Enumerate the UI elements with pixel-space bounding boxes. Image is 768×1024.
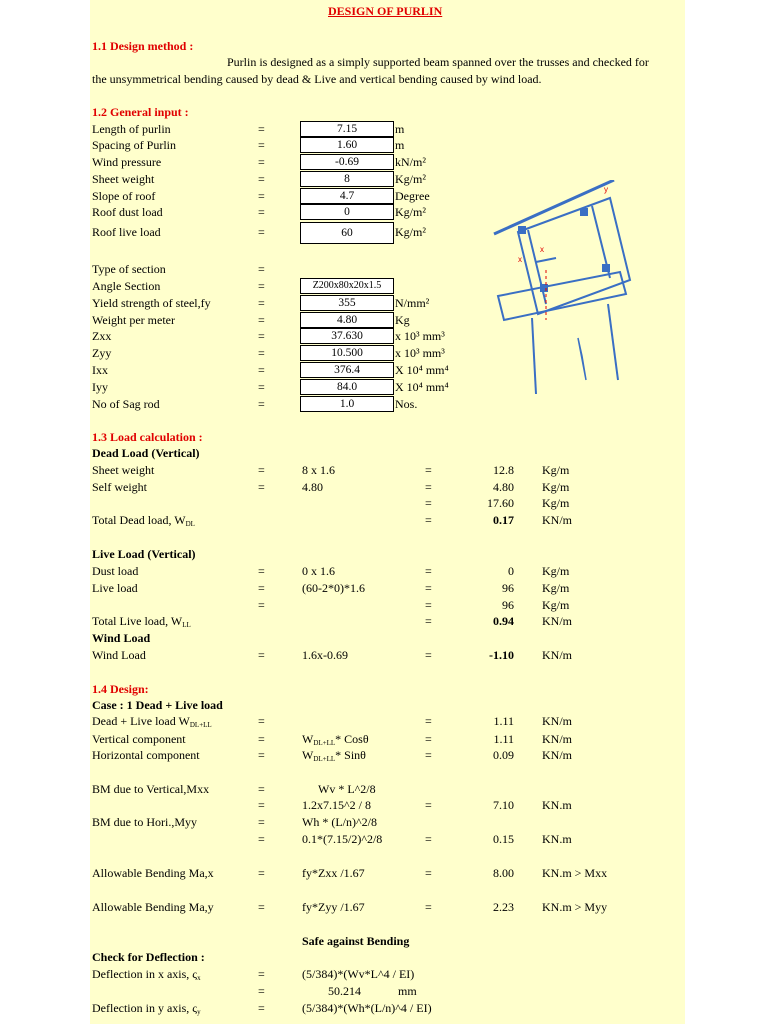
row-label: Total Live load, $W_{LL}$ [92, 614, 191, 629]
equals-sign: = [258, 225, 265, 239]
input-label: Slope of roof [92, 189, 156, 203]
row-value: 7.10 [493, 798, 514, 812]
row-label: Dust load [92, 564, 139, 578]
row-unit: Kg/m [542, 598, 570, 612]
input-unit: Kg/m² [395, 172, 426, 186]
equals-sign: = [258, 798, 265, 812]
row-expression: Wv * L^2/8 [318, 782, 376, 796]
input-cell-sag-rod[interactable]: 1.0 [300, 396, 394, 412]
flange-block [518, 226, 526, 234]
row-unit: KN/m [542, 732, 572, 746]
dead-load-heading: Dead Load (Vertical) [92, 446, 200, 460]
input-unit: X 10⁴ mm⁴ [395, 380, 449, 394]
input-label: Length of purlin [92, 122, 171, 136]
row-value: -1.10 [489, 648, 514, 662]
equals-sign: = [258, 122, 265, 136]
row-value: 12.8 [493, 463, 514, 477]
input-cell-ixx[interactable]: 376.4 [300, 362, 394, 378]
design-method-line1: Purlin is designed as a simply supported beam spanned over the trusses and checked for [227, 55, 649, 69]
row-label: BM due to Vertical,Mxx [92, 782, 210, 796]
row-value: 0.94 [493, 614, 514, 628]
input-label: Zyy [92, 346, 112, 360]
equals-sign: = [258, 279, 265, 293]
input-label: Sheet weight [92, 172, 155, 186]
row-expression: fy*Zxx /1.67 [302, 866, 365, 880]
input-unit: x 10³ mm³ [395, 329, 445, 343]
equals-sign: = [258, 380, 265, 394]
input-unit: m [395, 138, 405, 152]
section-1-1-heading: 1.1 Design method : [92, 39, 194, 53]
row-value: 0.09 [493, 748, 514, 762]
input-cell-wind-pressure[interactable]: -0.69 [300, 154, 394, 170]
row-value: 1.11 [493, 732, 514, 746]
equals-sign: = [258, 866, 265, 880]
axis-x-label: x [540, 245, 544, 254]
input-cell-slope[interactable]: 4.7 [300, 188, 394, 204]
row-value: 2.23 [493, 900, 514, 914]
type-of-section-label: Type of section [92, 262, 166, 276]
row-value: 96 [502, 598, 514, 612]
equals-sign: = [258, 967, 265, 981]
row-expression: $W_{DL+LL}*$ Sinθ [302, 748, 366, 763]
flange-block [602, 264, 610, 272]
equals-sign: = [258, 564, 265, 578]
equals-sign: = [258, 138, 265, 152]
equals-sign: = [258, 313, 265, 327]
input-unit: Degree [395, 189, 430, 203]
row-expression: (5/384)*(Wh*(L/n)^4 / EI) [302, 1001, 432, 1015]
equals-sign: = [258, 296, 265, 310]
row-label: Dead + Live load $W_{DL+LL}$ [92, 714, 212, 729]
row-value: 0.15 [493, 832, 514, 846]
row-value: 0.17 [493, 513, 514, 527]
equals-sign: = [258, 155, 265, 169]
truss-top-chord [498, 272, 626, 320]
input-cell-live-load[interactable]: 60 [300, 222, 394, 244]
equals-sign: = [258, 363, 265, 377]
row-expression: 0 x 1.6 [302, 564, 335, 578]
row-label: Allowable Bending Ma,y [92, 900, 214, 914]
row-unit: Kg/m [542, 564, 570, 578]
row-value: 1.11 [493, 714, 514, 728]
section-1-3-heading: 1.3 Load calculation : [92, 430, 203, 444]
input-cell-angle-section[interactable]: Z200x80x20x1.5 [300, 278, 394, 294]
row-expression: Wh * (L/n)^2/8 [302, 815, 377, 829]
equals-sign: = [258, 329, 265, 343]
row-unit: KN/m [542, 614, 572, 628]
equals-sign: = [258, 463, 265, 477]
equals-sign: = [425, 463, 432, 477]
row-unit: KN/m [542, 648, 572, 662]
row-expression: 8 x 1.6 [302, 463, 335, 477]
input-cell-sheet-weight[interactable]: 8 [300, 171, 394, 187]
row-expression: (5/384)*(Wv*L^4 / EI) [302, 967, 415, 981]
equals-sign: = [258, 189, 265, 203]
row-label: Horizontal component [92, 748, 200, 762]
purlin-section-diagram [490, 180, 640, 410]
input-cell-weight-per-meter[interactable]: 4.80 [300, 312, 394, 328]
equals-sign: = [258, 1001, 265, 1015]
equals-sign: = [258, 346, 265, 360]
input-unit: Kg/m² [395, 205, 426, 219]
row-unit: Kg/m [542, 480, 570, 494]
equals-sign: = [425, 480, 432, 494]
equals-sign: = [425, 598, 432, 612]
input-unit: X 10⁴ mm⁴ [395, 363, 449, 377]
input-label: Zxx [92, 329, 112, 343]
row-unit: mm [398, 984, 417, 998]
equals-sign: = [258, 984, 265, 998]
row-label: Deflection in x axis, $\varsigma_x$ [92, 967, 201, 982]
input-label: Weight per meter [92, 313, 175, 327]
equals-sign: = [425, 714, 432, 728]
input-cell-iyy[interactable]: 84.0 [300, 379, 394, 395]
row-value: 50.214 [328, 984, 361, 998]
design-method-line2: the unsymmetrical bending caused by dead & Live and vertical bending caused by wind load. [92, 72, 542, 86]
equals-sign: = [425, 496, 432, 510]
input-label: Ixx [92, 363, 108, 377]
input-cell-spacing[interactable]: 1.60 [300, 137, 394, 153]
row-label: Allowable Bending Ma,x [92, 866, 214, 880]
equals-sign: = [425, 866, 432, 880]
row-expression: 4.80 [302, 480, 323, 494]
equals-sign: = [425, 513, 432, 527]
deflection-heading: Check for Deflection : [92, 950, 205, 964]
row-unit: KN.m [542, 798, 572, 812]
input-cell-dust-load[interactable]: 0 [300, 204, 394, 220]
safe-bending-note: Safe against Bending [302, 934, 410, 948]
row-label: Live load [92, 581, 138, 595]
row-expression: 1.6x-0.69 [302, 648, 348, 662]
row-unit: KN.m > Mxx [542, 866, 608, 880]
section-1-2-heading: 1.2 General input : [92, 105, 189, 119]
spreadsheet-sheet [90, 0, 685, 1024]
row-unit: KN.m > Myy [542, 900, 608, 914]
row-expression: 0.1*(7.15/2)^2/8 [302, 832, 383, 846]
row-label: Wind Load [92, 648, 146, 662]
input-label: Spacing of Purlin [92, 138, 176, 152]
input-cell-length[interactable]: 7.15 [300, 121, 394, 137]
row-unit: Kg/m [542, 581, 570, 595]
equals-sign: = [425, 832, 432, 846]
equals-sign: = [258, 648, 265, 662]
row-unit: KN/m [542, 748, 572, 762]
input-unit: Kg/m² [395, 225, 426, 239]
equals-sign: = [425, 648, 432, 662]
equals-sign: = [258, 782, 265, 796]
input-cell-zxx[interactable]: 37.630 [300, 328, 394, 344]
row-expression: $W_{DL+LL}*$ Cosθ [302, 732, 369, 747]
input-unit: Nos. [395, 397, 418, 411]
equals-sign: = [425, 732, 432, 746]
row-label: Deflection in y axis, $\varsigma_y$ [92, 1001, 201, 1016]
input-unit: Kg [395, 313, 410, 327]
row-unit: Kg/m [542, 496, 570, 510]
equals-sign: = [425, 748, 432, 762]
equals-sign: = [425, 798, 432, 812]
row-value: 0 [508, 564, 514, 578]
flange-block [580, 208, 588, 216]
input-unit: m [395, 122, 405, 136]
row-value: 8.00 [493, 866, 514, 880]
equals-sign: = [258, 262, 265, 276]
equals-sign: = [258, 172, 265, 186]
input-cell-fy[interactable]: 355 [300, 295, 394, 311]
row-unit: KN.m [542, 832, 572, 846]
equals-sign: = [425, 564, 432, 578]
input-label: Yield strength of steel,fy [92, 296, 211, 310]
input-unit: x 10³ mm³ [395, 346, 445, 360]
row-expression: fy*Zyy /1.67 [302, 900, 365, 914]
equals-sign: = [258, 598, 265, 612]
row-unit: KN/m [542, 513, 572, 527]
row-label: Vertical component [92, 732, 186, 746]
equals-sign: = [258, 832, 265, 846]
row-label: Total Dead load, $W_{DL}$ [92, 513, 195, 528]
equals-sign: = [425, 581, 432, 595]
equals-sign: = [425, 614, 432, 628]
row-unit: Kg/m [542, 463, 570, 477]
input-unit: kN/m² [395, 155, 426, 169]
equals-sign: = [258, 205, 265, 219]
equals-sign: = [258, 714, 265, 728]
axis-x-label: x [518, 255, 522, 264]
row-label: BM due to Hori.,Myy [92, 815, 197, 829]
input-label: Wind pressure [92, 155, 162, 169]
row-expression: (60-2*0)*1.6 [302, 581, 365, 595]
row-expression: 1.2x7.15^2 / 8 [302, 798, 371, 812]
equals-sign: = [258, 748, 265, 762]
row-value: 17.60 [487, 496, 514, 510]
row-value: 96 [502, 581, 514, 595]
equals-sign: = [258, 732, 265, 746]
input-label: Roof dust load [92, 205, 163, 219]
wind-load-heading: Wind Load [92, 631, 151, 645]
section-1-4-heading: 1.4 Design: [92, 682, 149, 696]
row-unit: KN/m [542, 714, 572, 728]
page-title: DESIGN OF PURLIN [328, 4, 443, 18]
equals-sign: = [425, 900, 432, 914]
input-label: Roof live load [92, 225, 161, 239]
input-label: Angle Section [92, 279, 161, 293]
equals-sign: = [258, 815, 265, 829]
row-value: 4.80 [493, 480, 514, 494]
input-label: Iyy [92, 380, 108, 394]
equals-sign: = [258, 900, 265, 914]
input-cell-zyy[interactable]: 10.500 [300, 345, 394, 361]
equals-sign: = [258, 480, 265, 494]
row-label: Self weight [92, 480, 147, 494]
equals-sign: = [258, 397, 265, 411]
row-label: Sheet weight [92, 463, 155, 477]
input-unit: N/mm² [395, 296, 430, 310]
axis-y-label: y [604, 185, 608, 194]
equals-sign: = [258, 581, 265, 595]
input-label: No of Sag rod [92, 397, 160, 411]
case-heading: Case : 1 Dead + Live load [92, 698, 223, 712]
live-load-heading: Live Load (Vertical) [92, 547, 196, 561]
